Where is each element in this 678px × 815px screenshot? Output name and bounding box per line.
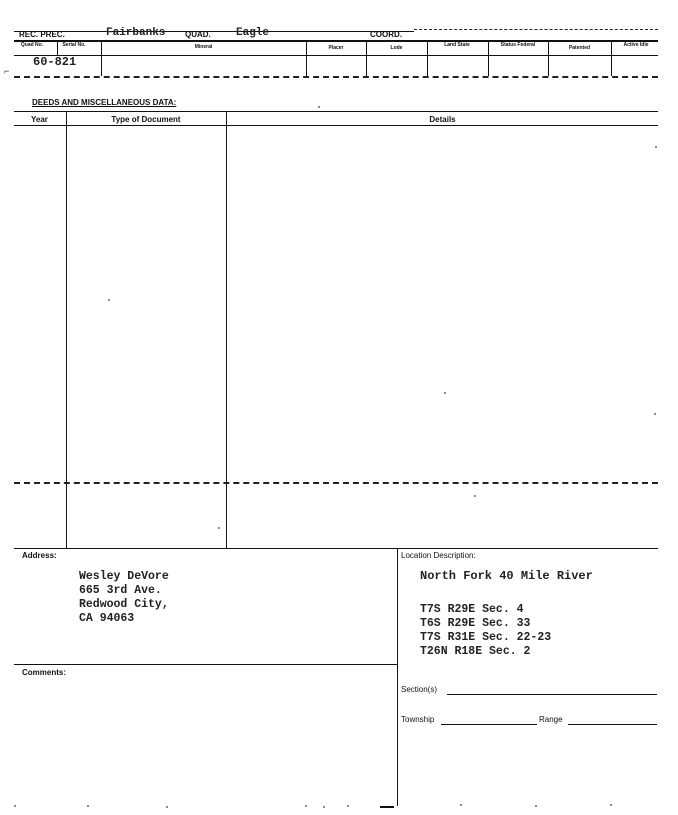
address-line: Wesley DeVore	[79, 570, 169, 583]
col-serial-no: Serial No.	[62, 42, 86, 48]
col-quad-no: Quad No.	[20, 42, 44, 48]
deeds-dashed-rule	[14, 482, 658, 484]
scan-speck	[474, 495, 476, 497]
township-field-line	[441, 724, 537, 725]
scan-speck	[654, 413, 656, 415]
margin-mark: ⌐	[4, 66, 10, 76]
location-tract: T7S R29E Sec. 4	[420, 603, 524, 616]
scan-speck	[535, 805, 537, 807]
col-placer: Placer	[328, 45, 344, 51]
scan-speck	[166, 806, 168, 808]
record-col-divider	[427, 41, 428, 76]
quad-label: QUAD.	[185, 30, 211, 39]
location-tract: T6S R29E Sec. 33	[420, 617, 531, 630]
address-block	[79, 570, 169, 626]
quad-value: Eagle	[236, 27, 270, 39]
address-line: 665 3rd Ave.	[79, 584, 162, 597]
deeds-section-title: DEEDS AND MISCELLANEOUS DATA:	[32, 98, 177, 107]
rec-prec-label: REC. PREC.	[19, 30, 65, 39]
location-tract: T7S R31E Sec. 22-23	[420, 631, 552, 644]
col-details: Details	[429, 115, 456, 124]
scan-speck	[108, 299, 110, 301]
header-top-rule-dashed	[414, 29, 658, 30]
scan-speck	[87, 805, 89, 807]
comments-label: Comments:	[22, 668, 67, 677]
record-col-divider	[57, 41, 58, 55]
header-top-rule	[14, 31, 414, 32]
col-status-federal: Status Federal	[500, 42, 536, 48]
deeds-header-rule	[14, 125, 658, 126]
scan-speck	[610, 804, 612, 806]
scan-speck	[347, 805, 349, 807]
scan-speck	[460, 804, 462, 806]
col-mineral: Mineral	[194, 44, 213, 50]
record-table-top-rule	[14, 40, 658, 42]
scan-speck	[655, 146, 657, 148]
address-top-rule	[14, 548, 658, 549]
scan-speck	[14, 805, 16, 807]
scan-speck	[323, 806, 325, 808]
scan-speck	[318, 106, 320, 108]
address-line: CA 94063	[79, 612, 135, 625]
location-river: North Fork 40 Mile River	[420, 569, 593, 583]
location-description-label: Location Description:	[401, 551, 476, 560]
comments-top-rule	[14, 664, 397, 665]
col-active-idle: Active Idle	[623, 42, 649, 48]
record-table-header-rule	[14, 55, 658, 56]
deeds-top-rule	[14, 111, 658, 112]
location-tracts	[420, 603, 551, 659]
col-year: Year	[31, 115, 48, 124]
scan-mark	[380, 806, 394, 808]
township-label: Township	[401, 715, 435, 724]
location-tract: T26N R18E Sec. 2	[420, 645, 531, 658]
address-label: Address:	[22, 551, 57, 560]
col-land-state: Land State	[444, 42, 470, 48]
col-patented: Patented	[568, 45, 591, 51]
section-field-line	[447, 694, 657, 695]
record-table-bottom-rule	[14, 76, 658, 78]
coord-label: COORD.	[370, 30, 402, 39]
scan-speck	[218, 527, 220, 529]
range-label: Range	[539, 715, 563, 724]
col-type-of-document: Type of Document	[111, 115, 181, 124]
record-col-divider	[488, 41, 489, 76]
scan-speck	[305, 805, 307, 807]
record-col-divider	[611, 41, 612, 76]
address-line: Redwood City,	[79, 598, 169, 611]
rec-prec-value: Fairbanks	[106, 27, 166, 39]
range-field-line	[568, 724, 657, 725]
section-label: Section(s)	[401, 685, 438, 694]
col-lode: Lode	[390, 45, 403, 51]
scan-speck	[444, 392, 446, 394]
address-location-divider	[397, 548, 398, 806]
quad-no-value: 60-821	[33, 55, 77, 69]
